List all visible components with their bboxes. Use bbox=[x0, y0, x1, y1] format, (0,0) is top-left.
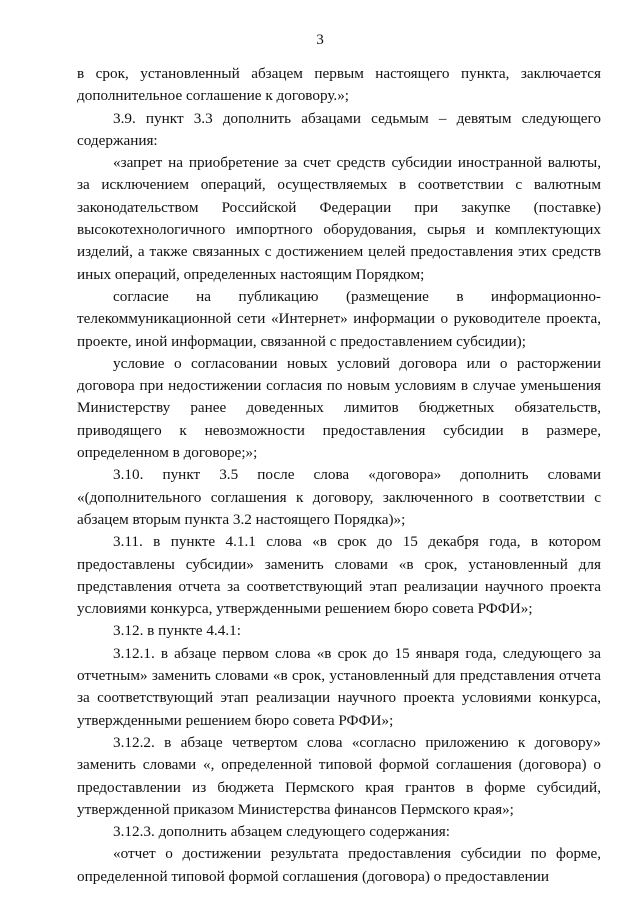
paragraph: «запрет на приобретение за счет средств субсидии иностранной валюты, за исключением операций, осуществляемых в соответствии с валютным законодательством Российской Федерации при закупке (поставке) высокотехнологичного импортного оборудования, сырья и комплектующих изделий, а также связанных с достижением целей предоставления этих средств иных операций, определенных настоящим Порядком; bbox=[77, 154, 601, 283]
paragraph: в срок, установленный абзацем первым настоящего пункта, заключается дополнительное соглашение к договору.»; bbox=[77, 65, 601, 105]
paragraph: «отчет о достижении результата предоставления субсидии по форме, определенной типовой формой соглашения (договора) о предоставлении bbox=[77, 845, 601, 885]
paragraph: 3.10. пункт 3.5 после слова «договора» дополнить словами «(дополнительного соглашения к договору, заключенного в соответствии с абзацем вторым пункта 3.2 настоящего Порядка)»; bbox=[77, 466, 601, 528]
paragraph: согласие на публикацию (размещение в информационно-телекоммуникационной сети «Интернет» информации о руководителе проекта, проекте, иной информации, связанной с предоставлением субсидии); bbox=[77, 287, 601, 350]
page-number: 3 bbox=[316, 31, 324, 48]
paragraph: 3.12.2. в абзаце четвертом слова «согласно приложению к договору» заменить словами «, определенной типовой формой соглашения (договора) о предоставлении из бюджета Пермского края грантов в форме субсидий, утвержденной приказом Министерства финансов Пермского края»; bbox=[77, 733, 601, 818]
document-body bbox=[77, 63, 601, 888]
paragraph: 3.9. пункт 3.3 дополнить абзацами седьмым – девятым следующего содержания: bbox=[77, 109, 601, 149]
paragraph: условие о согласовании новых условий договора или о расторжении договора при недостижении согласия по новым условиям в случае уменьшения Министерству ранее доведенных лимитов бюджетных обязательств, приводящего к невозможности предоставления субсидии в размере, определенном в договоре;»; bbox=[77, 354, 601, 462]
paragraph: 3.11. в пункте 4.1.1 слова «в срок до 15 декабря года, в котором предоставлены субсидии» заменить словами «в срок, установленный для представления отчета за соответствующий этап реализации научного проекта условиями конкурса, утвержденными решением бюро совета РФФИ»; bbox=[77, 533, 601, 618]
paragraph: 3.12.1. в абзаце первом слова «в срок до 15 января года, следующего за отчетным» заменить словами «в срок, установленный для представления отчета за соответствующий этап реализации научного проекта условиями конкурса, утвержденными решением бюро совета РФФИ»; bbox=[77, 644, 601, 729]
paragraph: 3.12.3. дополнить абзацем следующего содержания: bbox=[113, 823, 450, 841]
paragraph: 3.12. в пункте 4.4.1: bbox=[113, 622, 241, 640]
